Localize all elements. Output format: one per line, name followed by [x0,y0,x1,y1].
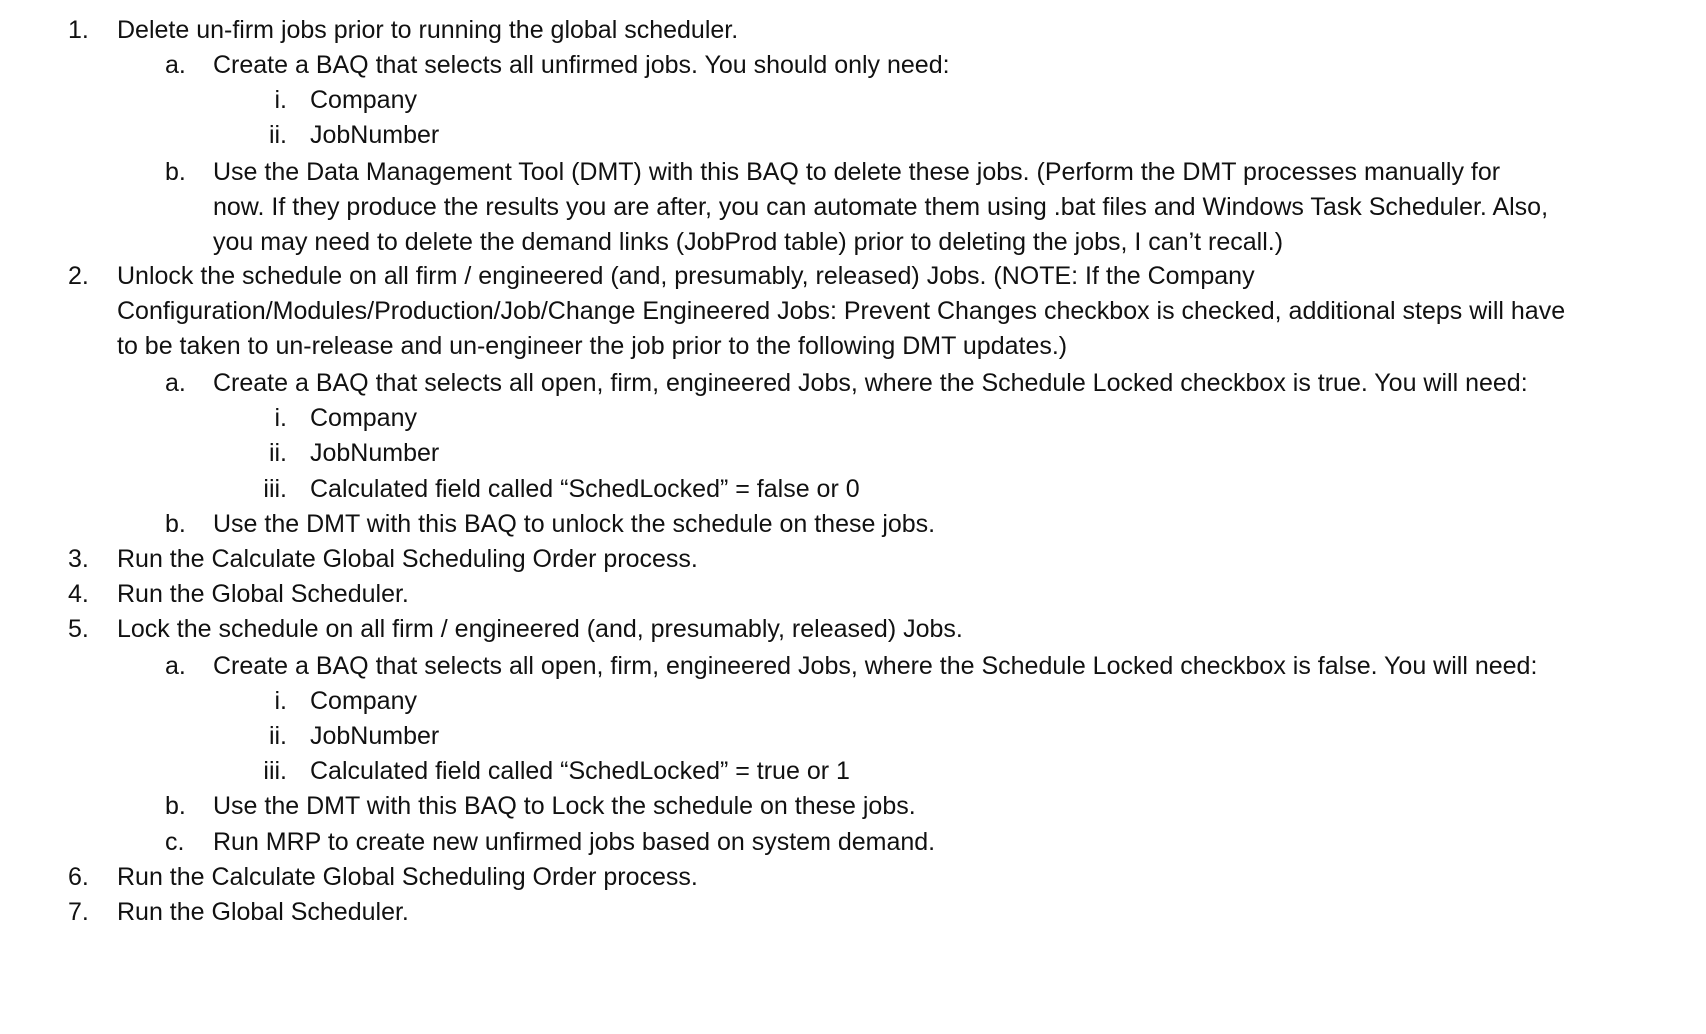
list-text: Run MRP to create new unfirmed jobs based on system demand. [213,828,936,856]
list-text: Use the DMT with this BAQ to unlock the schedule on these jobs. [213,510,936,538]
list-text: Company [310,687,417,715]
list-text: Run the Calculate Global Scheduling Order process. [117,545,698,573]
list-marker: 1. [68,16,89,44]
list-text: Create a BAQ that selects all open, firm, engineered Jobs, where the Schedule Locked checkbox is true. You will need: [213,369,1528,397]
list-line [0,895,1706,929]
list-text: JobNumber [310,722,440,750]
list-line [0,577,1706,611]
list-text: Lock the schedule on all firm / engineered (and, presumably, released) Jobs. [117,615,963,643]
list-text: Delete un-firm jobs prior to running the global scheduler. [117,16,739,44]
list-marker: b. [165,158,186,186]
list-line [0,294,1706,328]
list-text: Unlock the schedule on all firm / engineered (and, presumably, released) Jobs. (NOTE: If the Company [117,262,1255,290]
list-text: Configuration/Modules/Production/Job/Change Engineered Jobs: Prevent Changes checkbox is checked, additional steps will have [117,297,1566,325]
list-marker: ii. [268,439,287,467]
list-marker: ii. [268,121,287,149]
list-line [0,118,1706,152]
list-marker: b. [165,510,186,538]
list-marker: i. [274,687,287,715]
list-line [0,754,1706,788]
list-marker: a. [165,369,186,397]
list-text: Run the Global Scheduler. [117,580,409,608]
list-text: you may need to delete the demand links (JobProd table) prior to deleting the jobs, I can’t recall.) [213,228,1284,256]
list-line [0,48,1706,82]
list-line [0,789,1706,823]
list-line [0,436,1706,470]
list-text: Company [310,404,417,432]
list-line [0,329,1706,363]
list-line [0,259,1706,293]
list-marker: a. [165,51,186,79]
list-text: JobNumber [310,121,440,149]
list-text: Create a BAQ that selects all open, firm, engineered Jobs, where the Schedule Locked checkbox is false. You will need: [213,652,1538,680]
list-line [0,542,1706,576]
list-line [0,225,1706,259]
list-text: Calculated field called “SchedLocked” = true or 1 [310,757,850,785]
list-marker: 5. [68,615,89,643]
list-marker: 3. [68,545,89,573]
list-marker: iii. [263,475,287,503]
list-line [0,366,1706,400]
list-line [0,83,1706,117]
list-marker: c. [165,828,185,856]
list-line [0,684,1706,718]
list-marker: i. [274,404,287,432]
list-line [0,401,1706,435]
list-marker: ii. [268,722,287,750]
list-line [0,649,1706,683]
list-text: Run the Global Scheduler. [117,898,409,926]
list-text: Use the DMT with this BAQ to Lock the schedule on these jobs. [213,792,916,820]
list-line [0,507,1706,541]
list-text: JobNumber [310,439,440,467]
list-marker: b. [165,792,186,820]
list-text: Use the Data Management Tool (DMT) with this BAQ to delete these jobs. (Perform the DMT processes manually for [213,158,1501,186]
list-line [0,472,1706,506]
list-marker: iii. [263,757,287,785]
list-marker: 6. [68,863,89,891]
list-text: Run the Calculate Global Scheduling Order process. [117,863,698,891]
list-text: now. If they produce the results you are after, you can automate them using .bat files and Windows Task Scheduler. Also, [213,193,1549,221]
list-line [0,190,1706,224]
list-line [0,719,1706,753]
list-text: Company [310,86,417,114]
list-marker: i. [274,86,287,114]
list-text: Create a BAQ that selects all unfirmed jobs. You should only need: [213,51,950,79]
list-marker: 2. [68,262,89,290]
list-line [0,825,1706,859]
list-line [0,13,1706,47]
list-text: Calculated field called “SchedLocked” = false or 0 [310,475,860,503]
list-line [0,612,1706,646]
list-line [0,155,1706,189]
list-text: to be taken to un-release and un-engineer the job prior to the following DMT updates.) [117,332,1068,360]
list-marker: 4. [68,580,89,608]
list-marker: a. [165,652,186,680]
list-marker: 7. [68,898,89,926]
list-line [0,860,1706,894]
